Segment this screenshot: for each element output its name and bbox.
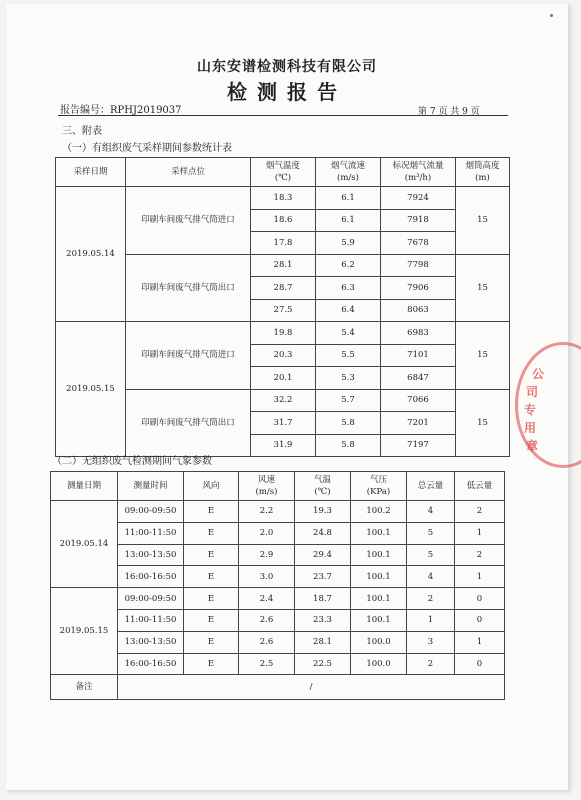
low-cloud-cell: 1 <box>455 522 505 544</box>
flow-cell: 7798 <box>381 254 456 277</box>
measure-time-cell: 13:00-13:50 <box>118 631 184 653</box>
pressure-cell: 100.2 <box>351 501 407 523</box>
air-temp-cell: 23.3 <box>295 609 351 631</box>
table-row <box>51 609 505 631</box>
air-temp-cell: 19.3 <box>295 501 351 523</box>
pressure-cell: 100.0 <box>351 653 407 675</box>
page-info: 第 7 页 共 9 页 <box>418 107 480 117</box>
header-unit: (m) <box>475 173 490 183</box>
sampling-date-cell: 2019.05.15 <box>56 322 126 457</box>
stack-height-cell: 15 <box>456 322 510 390</box>
table-row <box>51 566 505 588</box>
temp-cell: 31.9 <box>251 434 316 457</box>
low-cloud-cell: 0 <box>455 653 505 675</box>
total-cloud-cell: 5 <box>407 522 455 544</box>
wind-speed-cell: 3.0 <box>239 566 295 588</box>
seal-char: 公 <box>532 367 545 381</box>
measure-time-cell: 09:00-09:50 <box>118 501 184 523</box>
measure-time-cell: 11:00-11:50 <box>118 609 184 631</box>
total-cloud-cell: 3 <box>407 631 455 653</box>
velocity-cell: 5.8 <box>316 412 381 435</box>
velocity-cell: 6.3 <box>316 277 381 300</box>
note-label-cell: 备注 <box>51 675 118 700</box>
stack-height-cell: 15 <box>456 187 510 255</box>
col-header-height <box>456 158 510 187</box>
measure-date-cell: 2019.05.14 <box>51 501 118 588</box>
col-header-velocity <box>316 158 381 187</box>
seal-char: 专 <box>524 403 537 417</box>
report-title: 检测报告 <box>227 80 347 104</box>
pressure-cell: 100.1 <box>351 544 407 566</box>
col-header-date: 测量日期 <box>51 472 118 501</box>
wind-speed-cell: 2.6 <box>239 609 295 631</box>
exhaust-params-table <box>55 157 510 457</box>
sampling-point-cell: 印刷车间废气排气筒进口 <box>126 187 251 255</box>
header-text: 气温 <box>313 475 331 485</box>
flow-cell: 7678 <box>381 232 456 255</box>
table-row <box>56 187 510 210</box>
wind-dir-cell: E <box>184 631 239 653</box>
header-unit: (℃) <box>274 173 292 183</box>
flow-cell: 8063 <box>381 299 456 322</box>
measure-date-cell: 2019.05.15 <box>51 588 118 675</box>
temp-cell: 18.3 <box>251 187 316 210</box>
table2-title: （二）无组织废气检测期间气象参数 <box>52 456 212 467</box>
low-cloud-cell: 0 <box>455 588 505 610</box>
report-page <box>6 4 569 790</box>
pressure-cell: 100.1 <box>351 522 407 544</box>
col-header-temp <box>251 158 316 187</box>
measure-time-cell: 16:00-16:50 <box>118 566 184 588</box>
flow-cell: 7066 <box>381 389 456 412</box>
seal-char: 司 <box>526 385 539 399</box>
temp-cell: 18.6 <box>251 209 316 232</box>
header-rule <box>58 115 508 116</box>
table-row <box>51 653 505 675</box>
seal-char: 用 <box>524 421 537 435</box>
total-cloud-cell: 5 <box>407 544 455 566</box>
total-cloud-cell: 4 <box>407 501 455 523</box>
col-header-wind-dir: 风向 <box>184 472 239 501</box>
temp-cell: 28.7 <box>251 277 316 300</box>
velocity-cell: 5.8 <box>316 434 381 457</box>
table-row <box>51 522 505 544</box>
pressure-cell: 100.1 <box>351 609 407 631</box>
header-unit: (℃) <box>314 487 331 497</box>
measure-time-cell: 11:00-11:50 <box>118 522 184 544</box>
air-temp-cell: 29.4 <box>295 544 351 566</box>
header-text: 风速 <box>257 475 275 485</box>
header-unit: (m³/h) <box>404 173 432 183</box>
wind-dir-cell: E <box>184 544 239 566</box>
velocity-cell: 5.7 <box>316 389 381 412</box>
scan-mark <box>550 14 553 17</box>
table-row <box>51 501 505 523</box>
appendix-heading: 三、附表 <box>62 126 102 137</box>
wind-dir-cell: E <box>184 609 239 631</box>
header-unit: (m/s) <box>337 173 359 183</box>
sampling-point-cell: 印刷车间废气排气筒进口 <box>126 322 251 390</box>
velocity-cell: 5.5 <box>316 344 381 367</box>
flow-cell: 7906 <box>381 277 456 300</box>
note-row <box>51 675 505 700</box>
low-cloud-cell: 1 <box>455 566 505 588</box>
low-cloud-cell: 0 <box>455 609 505 631</box>
header-unit: (KPa) <box>366 487 391 497</box>
note-value-cell: / <box>118 675 505 700</box>
table-row <box>51 631 505 653</box>
sampling-point-cell: 印刷车间废气排气筒出口 <box>126 254 251 322</box>
stack-height-cell: 15 <box>456 254 510 322</box>
flow-cell: 7924 <box>381 187 456 210</box>
weather-params-table <box>50 471 505 700</box>
header-text: 烟筒高度 <box>465 161 500 171</box>
flow-cell: 7197 <box>381 434 456 457</box>
wind-speed-cell: 2.5 <box>239 653 295 675</box>
temp-cell: 20.1 <box>251 367 316 390</box>
temp-cell: 20.3 <box>251 344 316 367</box>
col-header-point: 采样点位 <box>126 158 251 187</box>
col-header-total-cloud: 总云量 <box>407 472 455 501</box>
temp-cell: 27.5 <box>251 299 316 322</box>
air-temp-cell: 18.7 <box>295 588 351 610</box>
velocity-cell: 6.1 <box>316 209 381 232</box>
velocity-cell: 6.2 <box>316 254 381 277</box>
wind-speed-cell: 2.2 <box>239 501 295 523</box>
total-cloud-cell: 2 <box>407 653 455 675</box>
flow-cell: 6847 <box>381 367 456 390</box>
col-header-temp <box>295 472 351 501</box>
velocity-cell: 6.4 <box>316 299 381 322</box>
report-number: 报告编号：RPHJ2019037 <box>60 105 182 116</box>
col-header-low-cloud: 低云量 <box>455 472 505 501</box>
header-text: 标况烟气流量 <box>392 161 444 171</box>
wind-dir-cell: E <box>184 522 239 544</box>
flow-cell: 7918 <box>381 209 456 232</box>
pressure-cell: 100.1 <box>351 566 407 588</box>
col-header-date: 采样日期 <box>56 158 126 187</box>
col-header-time: 测量时间 <box>118 472 184 501</box>
pressure-cell: 100.0 <box>351 631 407 653</box>
temp-cell: 19.8 <box>251 322 316 345</box>
table1-title: （一）有组织废气采样期间参数统计表 <box>62 143 232 154</box>
sampling-date-cell: 2019.05.14 <box>56 187 126 322</box>
temp-cell: 31.7 <box>251 412 316 435</box>
col-header-flow <box>381 158 456 187</box>
measure-time-cell: 13:00-13:50 <box>118 544 184 566</box>
wind-dir-cell: E <box>184 588 239 610</box>
table-row <box>51 544 505 566</box>
wind-speed-cell: 2.4 <box>239 588 295 610</box>
col-header-pressure <box>351 472 407 501</box>
measure-time-cell: 16:00-16:50 <box>118 653 184 675</box>
total-cloud-cell: 2 <box>407 588 455 610</box>
wind-dir-cell: E <box>184 653 239 675</box>
temp-cell: 17.8 <box>251 232 316 255</box>
total-cloud-cell: 4 <box>407 566 455 588</box>
wind-dir-cell: E <box>184 566 239 588</box>
flow-cell: 6983 <box>381 322 456 345</box>
air-temp-cell: 28.1 <box>295 631 351 653</box>
air-temp-cell: 22.5 <box>295 653 351 675</box>
low-cloud-cell: 2 <box>455 501 505 523</box>
table-row <box>51 588 505 610</box>
seal-char: 章 <box>526 439 539 453</box>
flow-cell: 7201 <box>381 412 456 435</box>
sampling-point-cell: 印刷车间废气排气筒出口 <box>126 389 251 457</box>
company-name: 山东安谱检测科技有限公司 <box>197 59 377 75</box>
total-cloud-cell: 1 <box>407 609 455 631</box>
header-unit: (m/s) <box>255 487 278 497</box>
temp-cell: 28.1 <box>251 254 316 277</box>
air-temp-cell: 23.7 <box>295 566 351 588</box>
header-text: 气压 <box>369 475 387 485</box>
col-header-wind-speed <box>239 472 295 501</box>
velocity-cell: 6.1 <box>316 187 381 210</box>
header-text: 烟气温度 <box>265 161 300 171</box>
velocity-cell: 5.4 <box>316 322 381 345</box>
temp-cell: 32.2 <box>251 389 316 412</box>
stack-height-cell: 15 <box>456 389 510 457</box>
velocity-cell: 5.3 <box>316 367 381 390</box>
table-header-row <box>51 472 505 501</box>
wind-speed-cell: 2.0 <box>239 522 295 544</box>
low-cloud-cell: 2 <box>455 544 505 566</box>
air-temp-cell: 24.8 <box>295 522 351 544</box>
table-row <box>56 322 510 345</box>
low-cloud-cell: 1 <box>455 631 505 653</box>
wind-speed-cell: 2.9 <box>239 544 295 566</box>
wind-speed-cell: 2.6 <box>239 631 295 653</box>
flow-cell: 7101 <box>381 344 456 367</box>
velocity-cell: 5.9 <box>316 232 381 255</box>
wind-dir-cell: E <box>184 501 239 523</box>
table-header-row <box>56 158 510 187</box>
pressure-cell: 100.1 <box>351 588 407 610</box>
measure-time-cell: 09:00-09:50 <box>118 588 184 610</box>
header-text: 烟气流速 <box>330 161 365 171</box>
